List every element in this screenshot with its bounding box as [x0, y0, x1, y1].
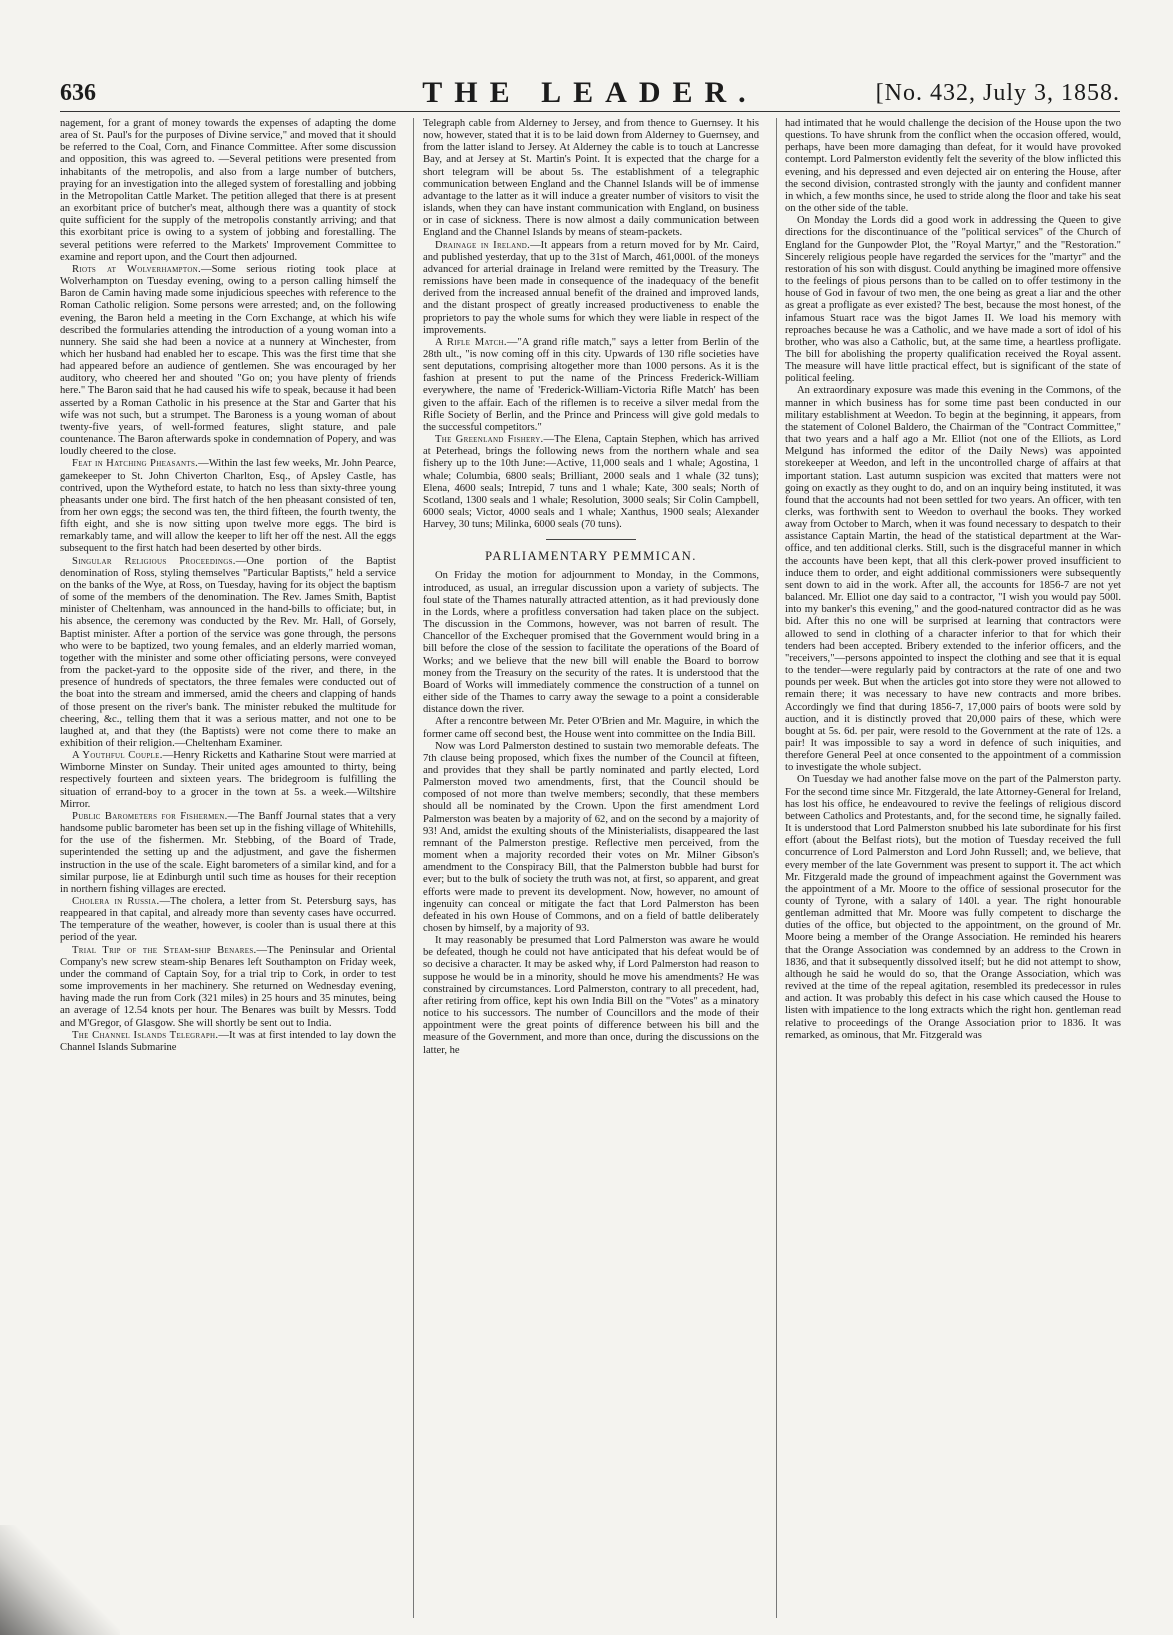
article — [60, 458, 396, 555]
column-divider — [413, 118, 414, 1618]
article — [60, 750, 396, 811]
article-body: —It appears from a return moved for by Mr. Caird, and published yesterday, that up to the 31st of March, 461,000l. of the moneys advanced for arterial drainage in Ireland were remitted by the Treasury. The remissions have been made in consequence of the inadequacy of the benefit derived from the increased annual benefit of the drained and improved lands, and the distant prospect of greatly increased productiveness to enable the proprietors to pay the whole sums for which they were liable in respect of the improvements. — [423, 239, 759, 336]
article-heading: Drainage in Ireland. — [435, 239, 531, 251]
article-body: —The Peninsular and Oriental Company's new screw steam-ship Benares left Southampton on Friday week, under the command of Captain Soy, for a trial trip to Cork, in order to test some improvements in her machinery. She returned on Wednesday evening, having made the run from Cork (321 miles) in 25 hours and 35 minutes, being an average of 12.54 knots per hour. The Benares was built by Messrs. Todd and M'Gregor, of Glasgow. She will shortly be sent out to India. — [60, 944, 396, 1029]
article-heading: Trial Trip of the Steam-ship Benares. — [72, 944, 257, 956]
article-body: —The cholera, a letter from St. Petersburg says, has reappeared in that capital, and already more than seventy cases have occurred. The temperature of the weather, however, is cooler than is usual there at this period of the year. — [60, 896, 396, 944]
article-heading: The Greenland Fishery. — [435, 434, 544, 446]
article-body: —Within the last few weeks, Mr. John Pearce, gamekeeper to St. John Chiverton Charlton, Esq., of Apsley Castle, has contrived, upon the Wytheford estate, to hatch no less than sixty-three young pheasants under one bird. The first hatch of the hen pheasant consisted of ten, from her own eggs; the second was ten, the third fifteen, the fourth twenty, the fifth eight, and she is now sitting upon twelve more eggs. The bird is remarkably tame, and will allow the keeper to lift her off the nest. All the eggs subsequent to the first hatch had been deserted by other birds. — [60, 458, 396, 555]
article — [423, 434, 759, 531]
column-2 — [423, 118, 759, 1618]
column-3 — [785, 118, 1121, 1618]
section-title: PARLIAMENTARY PEMMICAN. — [485, 549, 697, 564]
article-body: —Some serious rioting took place at Wolverhampton on Tuesday evening, owing to a person calling himself the Baron de Camin having made some injudicious speeches with reference to the Roman Catholic religion. Some persons were arrested; and, on the following evening, the Baron held a meeting in the Corn Exchange, at which his wife described the formularies attending the introduction of a young woman into a nunnery. She said she had been a novice at a nunnery at Winchester, from which her husband had enabled her to escape. This was the first time that she had appeared before an audience of gentlemen. She was encouraged by her auditory, who cheered her and shouted "Go on; you have plenty of friends here." The Baron said that he had caused his wife to speak, because it had been asserted by a Roman Catholic in his presence at the Star and Garter that his wife was not such, but a strumpet. The Baroness is a young woman of about twenty-five years, of well-formed features, slight stature, and pale countenance. The Baron afterwards spoke in condemnation of Popery, and was loudly cheered to the close. — [60, 263, 396, 458]
article-heading: The Channel Islands Telegraph. — [72, 1029, 219, 1041]
article — [60, 896, 396, 945]
masthead-title: THE LEADER. — [422, 76, 758, 109]
paragraph: Telegraph cable from Alderney to Jersey, and from thence to Guernsey. It his now, however, stated that it is to be laid down from Alderney to Guernsey, and from the latter island to Jersey. At Alderney the cable is to touch at Lancresse Bay, and at Jersey at St. Martin's Point. It is expected that the charge for a short telegram will be about 5s. The establishment of a telegraphic communication between England and the Channel Islands will be of immense advantage to the latter as it will induce a greater number of visitors to visit the islands, when they can have instant communication with England, on business or in case of sickness. There is now almost a daily communication between England and the Channel Islands by means of steam-packets. — [423, 118, 759, 239]
article — [60, 556, 396, 751]
article-body: —The Banff Journal states that a very handsome public barometer has been set up in the fishing village of Whitehills, for the use of the fishermen. Mr. Stebbing, of the Board of Trade, superintended the setting up and the adjustment, and gave the fishermen instruction in the use of the scale. Eight barometers of a similar kind, and for a similar purpose, lie at Edinburgh until such time as houses for their reception in northern fishing villages are erected. — [60, 810, 396, 895]
article-heading: Public Barometers for Fishermen. — [72, 810, 228, 822]
paragraph: It may reasonably be presumed that Lord Palmerston was aware he would be defeated, though he could not have anticipated that his defeat would be of so decisive a character. It may be asked why, if Lord Palmerston had reason to suppose he would be in a minority, should he move his amendments? He was constrained by circumstances. Lord Palmerston, contrary to all precedent, had, after retiring from office, kept his own India Bill on the "Votes" as a minatory notice to his successors. The number of Councillors and the mode of their appointment were the great points of difference between his bill and the measure of the Government, and more than once, during the discussions on the latter, he — [423, 935, 759, 1056]
section-divider — [546, 539, 636, 540]
paragraph: On Monday the Lords did a good work in addressing the Queen to give directions for the discontinuance of the "political services" of the Church of England for the Gunpowder Plot, the "Royal Martyr," and the "Restoration." Sincerely religious people have regarded the services for the "martyr" and the restoration of his son with disgust. Could anything be imagined more offensive to the feelings of pious persons than to be called on to offer testimony in the house of God in favour of two men, the one being as great a liar and the other as great a profligate as ever existed? The best, because the most honest, of the infamous Stuart race was the bigot James II. We load his memory with reproaches because he was a Catholic, and we have made a sort of idol of his brother, who was also a Catholic, but, at the same time, a heartless profligate. The bill for abolishing the property qualification received the Royal assent. The measure will have little practical effect, but is significant of the state of political feeling. — [785, 215, 1121, 385]
paragraph: had intimated that he would challenge the decision of the House upon the two questions. To have shrunk from the conflict when the occasion offered, would, perhaps, have been more damaging than defeat, for it would have provoked contempt. Lord Palmerston evidently felt the severity of the blow inflicted this evening, and his depressed and even dejected air on entering the House, after the second division, contrasted strongly with the jaunty and confident manner in which, a few months since, he used to stride along the floor and take his seat on the other side of the table. — [785, 118, 1121, 215]
header-rule — [60, 111, 1120, 112]
page-number: 636 — [60, 80, 96, 106]
article-body: —It was at first intended to lay down the Channel Islands Submarine — [60, 1029, 396, 1053]
column-divider — [776, 118, 777, 1618]
issue-info: [No. 432, July 3, 1858. — [875, 80, 1120, 106]
article-body: —The Elena, Captain Stephen, which has arrived at Peterhead, brings the following news from the northern whale and sea fishery up to the 10th June:—Active, 11,000 seals and 1 whale; Agostina, 1 whale; Columbia, 6800 seals; Brilliant, 2000 seals and 1 whale (32 tuns); Elena, 4600 seals; Intrepid, 7 tuns and 1 whale; Kate, 300 seals; North of Scotland, 1300 seals and 1 whale; Resolution, 3000 seals; Sir Colin Campbell, 6000 seals; Victor, 4000 seals and 1 whale; Xanthus, 1900 seals; Alexander Harvey, 30 tuns; Milinka, 6000 seals (70 tuns). — [423, 434, 759, 531]
paragraph: After a rencontre between Mr. Peter O'Brien and Mr. Maguire, in which the former came off second best, the House went into committee on the India Bill. — [423, 716, 759, 740]
paragraph: nagement, for a grant of money towards the expenses of adapting the dome area of St. Paul's for the purposes of Divine service," and moved that it should be referred to the Coal, Corn, and Finance Committee. After some discussion and opposition, this was agreed to. —Several petitions were presented from inhabitants of the metropolis, and also from a large number of butchers, praying for an investigation into the alleged system of forestalling and jobbing in the Metropolitan Cattle Market. The petition alleged that there is at present an exorbitant price of butcher's meat, although there was a quantity of stock quite sufficient for the supply of the metropolis constantly arriving; and that this exorbitant price is owing to a system of jobbing and forestalling. The several petitions were referred to the Markets' Improvement Committee to examine and report upon, and the Court then adjourned. — [60, 118, 396, 263]
article-heading: A Rifle Match. — [435, 336, 507, 348]
article-body: —"A grand rifle match," says a letter from Berlin of the 28th ult., "is now coming off in this city. Upwards of 130 rifle societies have sent deputations, comprising altogether more than 1000 persons. As it is the fashion at present to put the name of the Princess Frederick-William everywhere, the name of 'Frederick-William-Victoria Rifle Match' has been given to the affair. Each of the riflemen is to receive a silver medal from the Rifle Society of Berlin, and the Prince and Princess will give gold medals to the successful competitors." — [423, 336, 759, 433]
article-heading: Feat in Hatching Pheasants. — [72, 458, 199, 470]
article — [60, 945, 396, 1030]
article-heading: A Youthful Couple. — [72, 750, 163, 762]
article-body: —One portion of the Baptist denomination of Ross, styling themselves "Particular Baptists," held a service on the banks of the Wye, at Ross, on Tuesday, having for its object the baptism of some of the members of the denomination. The Rev. James Smith, Baptist minister of Cheltenham, was announced in the hand-bills to officiate; but, in his absence, the ceremony was conducted by the Rev. Mr. Hall, of Gorsely, Baptist minister. After a portion of the service was gone through, the persons who were to be baptized, two young females, and an elderly married woman, together with the minister and some other officiating persons, were conveyed from the packet-yard to the opposite side of the river, and there, in the presence of hundreds of spectators, the three females were conducted out of the boat into the stream and immersed, amid the cheers and clapping of hands of those present on the river's bank. The minister rebuked the multitude for cheering, &c., telling them that it was a serious matter, and not one to be laughed at, and that they (the Baptists) were not come there to make an exhibition of their religion.—Cheltenham Examiner. — [60, 555, 396, 749]
paragraph: On Tuesday we had another false move on the part of the Palmerston party. For the second time since Mr. Fitzgerald, the late Attorney-General for Ireland, has lost his office, he endeavoured to revive the feelings of religious discord between Catholics and Protestants, and, for the second time, he signally failed. It is understood that Lord Palmerston snubbed his late subordinate for his first effort (about the Belfast riots), but the motion of Tuesday received the full concurrence of Lord Palmerston and Lord John Russell; and, we believe, that every member of the late Government was present to support it. The act which Mr. Fitzgerald made the ground of impeachment against the Government was the appointment of a Mr. Moore to the office of sessional prosecutor for the county of Tyrone, with a salary of 140l. a year. The right honourable gentleman admitted that Mr. Moore was fully competent to discharge the duties of the office, but objected to the appointment, on the ground of Mr. Moore being a member of the Orange Association. He reminded his hearers that the Orange Association was condemned by an address to the Crown in 1836, and that it subsequently dissolved itself; but he did not attempt to show, although he said he would do so, that the Orange Association, which was revived at the time of the repeal agitation, resembled its predecessor in rules and action. It was probably this defect in his case which caused the House to listen with impatience to the long extracts which the right hon. gentleman read relative to proceedings of the Orange Association prior to 1836. It was remarked, as ominous, that Mr. Fitzgerald was — [785, 774, 1121, 1041]
article — [60, 811, 396, 896]
paragraph: On Friday the motion for adjournment to Monday, in the Commons, introduced, as usual, an irregular discussion upon a variety of subjects. The foul state of the Thames naturally attracted attention, as it had previously done in the Lords, where a profitless conversation had taken place on the subject. The discussion in the Commons, however, was not barren of result. The Chancellor of the Exchequer promised that the Government would bring in a bill before the close of the session to facilitate the operations of the Board of Works; and we believe that the new bill will enable the Board to borrow money from the Treasury on the security of the rates. It is understood that the Board of Works will immediately commence the construction of a tunnel on either side of the Thames to carry away the sewage to a point a considerable distance down the river. — [423, 570, 759, 716]
paragraph: Now was Lord Palmerston destined to sustain two memorable defeats. The 7th clause being proposed, which fixes the number of the Council at fifteen, and provides that they shall be partly nominated and partly elected, Lord Palmerston moved two amendments, first, that the Council should be composed of not more than twelve members; secondly, that these members should all be nominated by the Crown. Upon the first amendment Lord Palmerston was beaten by a majority of 62, and on the second by a majority of 93! And, amidst the exulting shouts of the Ministerialists, disappeared the last remnant of the Palmerston prestige. Reflective men perceived, from the moment when a majority recorded their votes on Mr. Milner Gibson's amendment to the Conspiracy Bill, that the Palmerston bubble had burst for ever; but to the bulk of society the truth was not, at first, so apparent, and great efforts were made to prevent its development. Now, however, no amount of ingenuity can conceal or mitigate the fact that Lord Palmerston has been defeated in his own House of Commons, and on a field of battle deliberately chosen by himself, by a majority of 93. — [423, 740, 759, 934]
scan-shadow — [0, 1525, 120, 1635]
article-heading: Riots at Wolverhampton. — [72, 263, 201, 275]
article-heading: Cholera in Russia. — [72, 896, 160, 907]
article-body: —Henry Ricketts and Katharine Stout were married at Wimborne Minster on Sunday. Their united ages amounted to thirty, being respectively fourteen and sixteen years. The bridegroom is fulfilling the situation of errand-boy to a grocer in the town at 5s. a week.—Wiltshire Mirror. — [60, 750, 396, 810]
article — [60, 264, 396, 459]
column-1 — [60, 118, 396, 1618]
article — [60, 1030, 396, 1054]
page-header — [60, 76, 1120, 110]
article — [423, 240, 759, 337]
paragraph: An extraordinary exposure was made this evening in the Commons, of the manner in which business has for some time past been conducted in our military establishment at Weedon. To begin at the beginning, it appears, from the statement of Colonel Baldero, the Chairman of the "Contract Committee," that two years and a half ago a Mr. Elliot (not one of the Elliots, as Lord Melgund has informed the editor of the Daily News) was appointed storekeeper at Weedon, and left in the uncontrolled charge of affairs at that important station. Last autumn suspicion was excited that matters were not going on exactly as they ought to do, and on an inquiry being instituted, it was found that the accounts had not been settled for two years. An officer, with ten clerks, was forthwith sent to Weedon to overhaul the books. They worked away from October to March, when it was found necessary to despatch to their assistance Captain Martin, the head of the statistical department at the War-office, and ten additional clerks. Still, such is the disgraceful manner in which the accounts have been kept, that all this clerk-power proved insufficient to induce them to order, and eight additional commissioners were subsequently sent down to aid in the work. After all, the accounts for 1856-7 are not yet balanced. Mr. Elliot one day said to a contractor, "I wish you would pay 500l. into my banker's this evening," and the good-natured contractor did as he was bid. After this no one will be surprised at learning that contractors were allowed to send in clothing of a character inferior to that for which their tenders had been accepted. Bribery extended to the inferior officers, and the "receivers,"—persons appointed to inspect the clothing and see that it is equal to the tender—were regularly paid by contractors at the rate of one and two pounds per week. But when the articles got into store they were not allowed to remain there; it was necessary to have new contracts and more bribes. Accordingly we find that during 1856-7, 17,000 pairs of boots were sold by auction, and it is distinctly proved that 20,000 pairs of these, which were bought at 5s. 6d. per pair, were resold to the Government at the rate of 12s. a pair! It was impossible to say a word in defence of such iniquities, and therefore General Peel at once consented to the appointment of a commission to investigate the whole subject. — [785, 385, 1121, 774]
article — [423, 337, 759, 434]
article-heading: Singular Religious Proceedings. — [72, 555, 236, 567]
